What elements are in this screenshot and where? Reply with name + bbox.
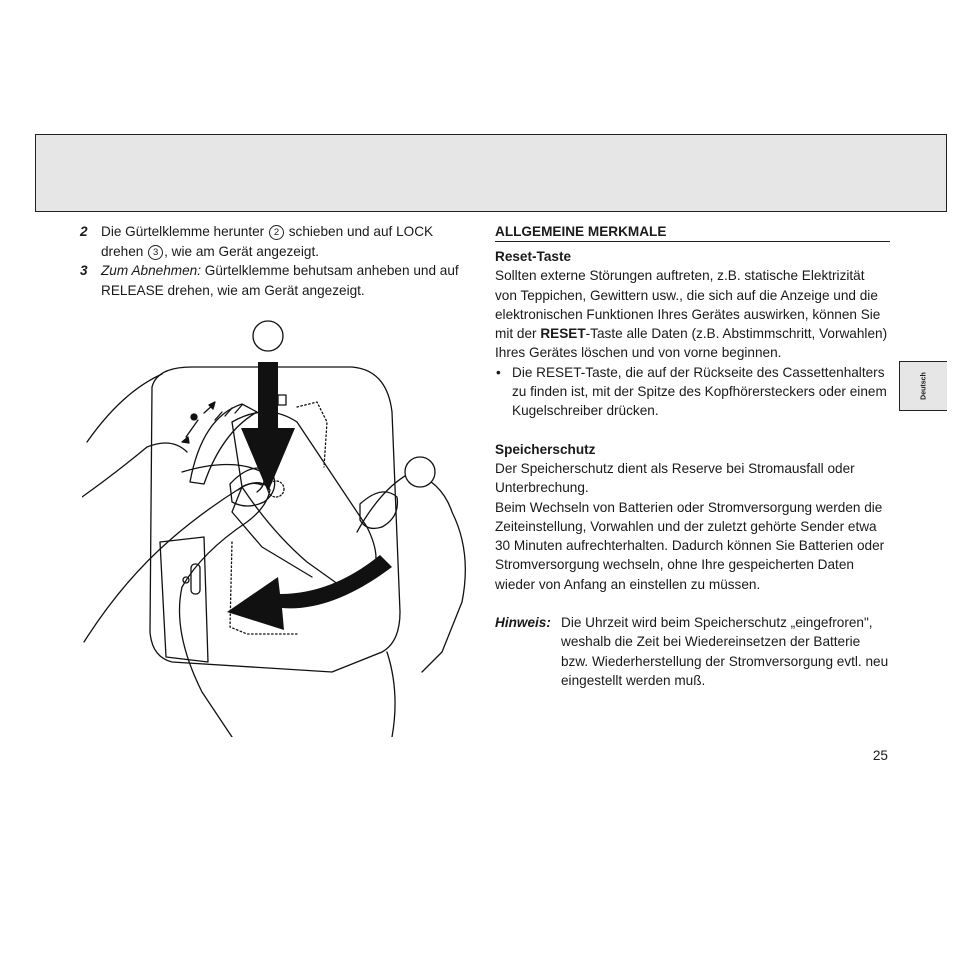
belt-clip-illustration [82,312,472,737]
step-3 [80,261,475,300]
reset-bold-word: RESET [540,326,586,342]
reset-paragraph-text: Sollten externe Störungen auftreten, z.B. statische Elektrizität von Teppichen, Gewittern usw., die sich auf die Anzeige und die elektronischen Funktionen Ihres Gerätes auswirken, können Sie mit der [495,268,881,342]
language-tab-label: Deutsch [920,372,927,400]
left-column [80,222,475,300]
step-italic: Zum Abnehmen: [101,263,201,278]
step-number: 3 [80,263,88,278]
step-2 [80,222,475,261]
reset-paragraph [495,266,890,362]
note-label: Hinweis: [495,615,551,631]
memory-heading: Speicherschutz [495,441,596,457]
step-text: schieben und auf LOCK drehen [101,224,434,259]
step-text: , wie am Gerät angezeigt. [164,243,320,259]
step-text: Die Gürtelklemme herunter [101,224,265,239]
reset-bullet-text: Die RESET-Taste, die auf der Rückseite des Cassettenhalters zu finden ist, mit der Spitze des Kopfhörersteckers oder einem Kugelschreiber drücken. [512,364,887,419]
header-band [35,134,947,212]
reset-paragraph-text: -Taste alle Daten (z.B. Abstimmschritt, Vorwahlen) Ihres Gerätes löschen und von vorne beginnen. [495,326,888,361]
step-number: 2 [80,224,88,239]
circled-number: 2 [269,225,284,240]
circled-number: 3 [148,245,163,260]
memory-paragraph-2: Beim Wechseln von Batterien oder Stromversorgung werden die Zeiteinstellung, Vorwahlen und der zuletzt gehörte Sender etwa 30 Minuten aufrechterhalten. Dadurch können Sie Batterien oder Stromversorgung wechseln, ohne Ihre gespeicherten Daten wieder von Anfang an einstellen zu müssen. [495,499,885,592]
reset-heading: Reset-Taste [495,249,572,264]
reset-bullet [495,363,890,421]
right-column [495,222,890,690]
note [495,613,890,690]
page-number: 25 [872,748,888,763]
bullet-dot: • [496,364,501,380]
step-text: Gürtelklemme behutsam anheben und auf RELEASE drehen, wie am Gerät angezeigt. [101,263,459,298]
memory-paragraph-1: Der Speicherschutz dient als Reserve bei Stromausfall oder Unterbrechung. [495,460,855,496]
note-text: Die Uhrzeit wird beim Speicherschutz „eingefroren", weshalb die Zeit bei Wiedereinsetzen der Batterie bzw. Wiederherstellung der Stromversorgung evtl. neu eingestellt werden muß. [561,615,889,688]
language-tab [899,361,947,411]
section-title: ALLGEMEINE MERKMALE [495,222,890,242]
